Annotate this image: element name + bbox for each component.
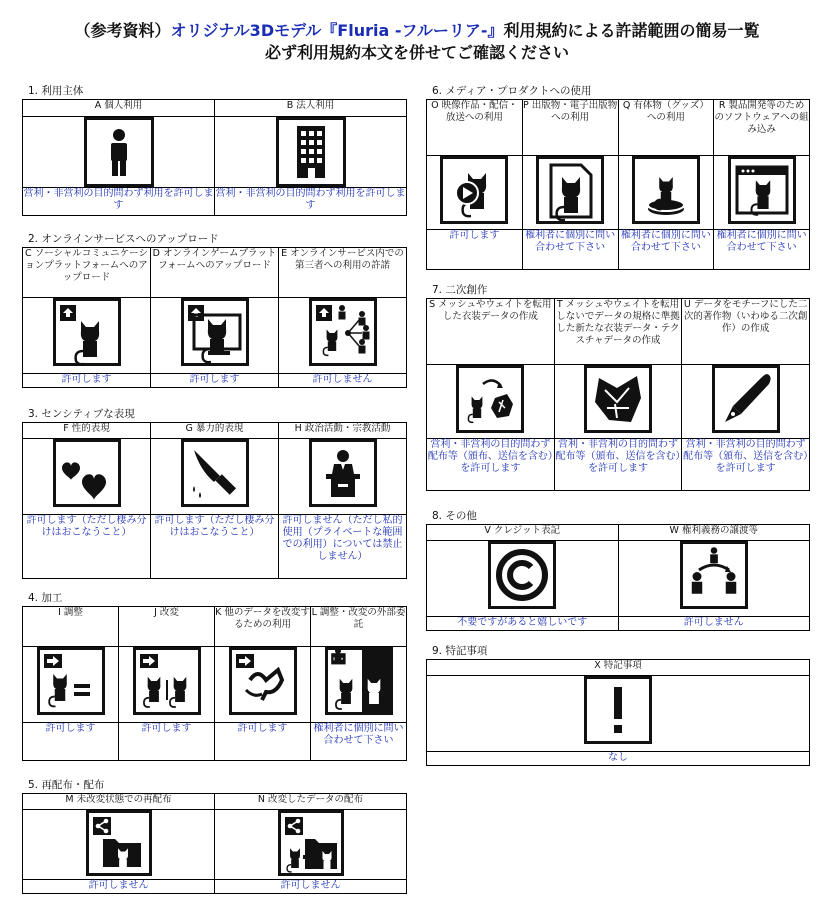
item-result: 不要ですがあると嬉しいです bbox=[427, 617, 619, 631]
item-header: L 調整・改変の外部委託 bbox=[311, 607, 407, 647]
item-result: なし bbox=[427, 752, 810, 766]
video-icon bbox=[440, 156, 508, 224]
pen-icon bbox=[712, 365, 780, 433]
item-header: U データをモチーフにした二次的著作物（いわゆる二次創作）の作成 bbox=[682, 299, 810, 365]
item-result: 許可します bbox=[23, 723, 119, 761]
item-result: 許可します bbox=[23, 374, 151, 388]
item-result: 権利者に個別に問い合わせて下さい bbox=[522, 230, 618, 270]
item-result: 許可します bbox=[427, 230, 523, 270]
page-title bbox=[0, 18, 834, 41]
section-label: 6. メディア・プロダクトへの使用 bbox=[432, 85, 592, 97]
item-header: Q 有体物（グッズ）への利用 bbox=[618, 100, 714, 156]
section-1 bbox=[22, 85, 407, 216]
item-result: 許可しません bbox=[215, 880, 407, 894]
redistribute-icon bbox=[86, 810, 152, 876]
item-header: I 調整 bbox=[23, 607, 119, 647]
section-label: 1. 利用主体 bbox=[28, 85, 84, 97]
item-result: 許可します（ただし棲み分けはおこなうこと） bbox=[151, 515, 279, 579]
item-header: W 権利義務の譲渡等 bbox=[618, 525, 810, 541]
section-label: 4. 加工 bbox=[28, 592, 63, 604]
upload-game-icon bbox=[181, 298, 249, 366]
copyright-icon bbox=[488, 541, 556, 609]
section-7 bbox=[426, 284, 810, 491]
section-4 bbox=[22, 592, 407, 761]
section-5 bbox=[22, 779, 407, 894]
item-header: G 暴力的表現 bbox=[151, 423, 279, 439]
item-header: B 法人利用 bbox=[215, 100, 407, 117]
item-header: H 政治活動・宗教活動 bbox=[279, 423, 407, 439]
item-result: 許可しません bbox=[23, 880, 215, 894]
item-result: 営利・非営利の目的問わず配布等（頒布、送信を含む）を許可します bbox=[427, 439, 555, 491]
item-header: C ソーシャルコミュニケーションプラットフォームへのアップロード bbox=[23, 248, 151, 298]
item-result: 許可しません（ただし私的使用（プライベートな範囲での利用）については禁止しません） bbox=[279, 515, 407, 579]
hearts-icon bbox=[53, 439, 121, 507]
item-result: 営利・非営利の目的問わず配布等（頒布、送信を含む）を許可します bbox=[554, 439, 682, 491]
section-6 bbox=[426, 85, 810, 270]
title-suffix: 利用規約による許諾範囲の簡易一覧 bbox=[503, 21, 760, 40]
transfer-icon bbox=[680, 541, 748, 609]
item-header: S メッシュやウェイトを転用した衣装データの作成 bbox=[427, 299, 555, 365]
upload-share-icon bbox=[309, 298, 377, 366]
new-costume-icon bbox=[584, 365, 652, 433]
item-header: T メッシュやウェイトを転用しないでデータの規格に準拠した新たな衣装データ・テクスチャデータの作成 bbox=[554, 299, 682, 365]
item-header: O 映像作品・配信・放送への利用 bbox=[427, 100, 523, 156]
section-label: 3. センシティブな表現 bbox=[28, 408, 135, 420]
item-header: R 製品開発等のためのソフトウェアへの組み込み bbox=[714, 100, 810, 156]
section-9 bbox=[426, 645, 810, 766]
goods-icon bbox=[632, 156, 700, 224]
item-result: 許可します bbox=[151, 374, 279, 388]
publication-icon bbox=[536, 156, 604, 224]
item-header: M 未改変状態での再配布 bbox=[23, 794, 215, 810]
section-8 bbox=[426, 510, 810, 631]
costume-icon bbox=[456, 365, 524, 433]
modify-icon bbox=[133, 647, 201, 715]
podium-icon bbox=[309, 439, 377, 507]
section-label: 9. 特記事項 bbox=[432, 645, 488, 657]
upload-cat-icon bbox=[53, 298, 121, 366]
item-result: 許可しません bbox=[279, 374, 407, 388]
item-header: P 出版物・電子出版物への利用 bbox=[522, 100, 618, 156]
item-result: 営利・非営利の目的問わず利用を許可します bbox=[23, 188, 215, 216]
item-result: 権利者に個別に問い合わせて下さい bbox=[714, 230, 810, 270]
knife-icon bbox=[181, 439, 249, 507]
outsource-icon bbox=[325, 647, 393, 715]
item-header: D オンラインゲームプラットフォームへのアップロード bbox=[151, 248, 279, 298]
item-header: X 特記事項 bbox=[427, 660, 810, 676]
item-result: 許可しません bbox=[618, 617, 810, 631]
item-result: 営利・非営利の目的問わず利用を許可します bbox=[215, 188, 407, 216]
item-header: N 改変したデータの配布 bbox=[215, 794, 407, 810]
item-header: K 他のデータを改変するための利用 bbox=[215, 607, 311, 647]
item-result: 許可します bbox=[215, 723, 311, 761]
item-result: 許可します bbox=[119, 723, 215, 761]
item-result: 許可します（ただし棲み分けはおこなうこと） bbox=[23, 515, 151, 579]
item-header: E オンラインサービス内での第三者への利用の許諾 bbox=[279, 248, 407, 298]
item-header: V クレジット表記 bbox=[427, 525, 619, 541]
item-header: F 性的表現 bbox=[23, 423, 151, 439]
section-2 bbox=[22, 233, 407, 388]
item-result: 権利者に個別に問い合わせて下さい bbox=[311, 723, 407, 761]
item-result: 権利者に個別に問い合わせて下さい bbox=[618, 230, 714, 270]
data-modify-icon bbox=[229, 647, 297, 715]
exclamation-icon bbox=[584, 676, 652, 744]
item-result: 営利・非営利の目的問わず配布等（頒布、送信を含む）を許可します bbox=[682, 439, 810, 491]
title-model-name: オリジナル3Dモデル『Fluria -フルーリア-』 bbox=[170, 21, 504, 40]
person-icon bbox=[84, 117, 154, 187]
building-icon bbox=[276, 117, 346, 187]
page-subtitle: 必ず利用規約本文を併せてご確認ください bbox=[264, 43, 569, 62]
software-icon bbox=[728, 156, 796, 224]
item-header: J 改変 bbox=[119, 607, 215, 647]
section-3 bbox=[22, 408, 407, 579]
item-header: A 個人利用 bbox=[23, 100, 215, 117]
title-prefix: （参考資料） bbox=[74, 21, 171, 40]
section-label: 7. 二次創作 bbox=[432, 284, 488, 296]
section-label: 2. オンラインサービスへのアップロード bbox=[28, 233, 219, 245]
redistribute-modified-icon bbox=[278, 810, 344, 876]
adjust-icon bbox=[37, 647, 105, 715]
section-label: 5. 再配布・配布 bbox=[28, 779, 105, 791]
section-label: 8. その他 bbox=[432, 510, 477, 522]
